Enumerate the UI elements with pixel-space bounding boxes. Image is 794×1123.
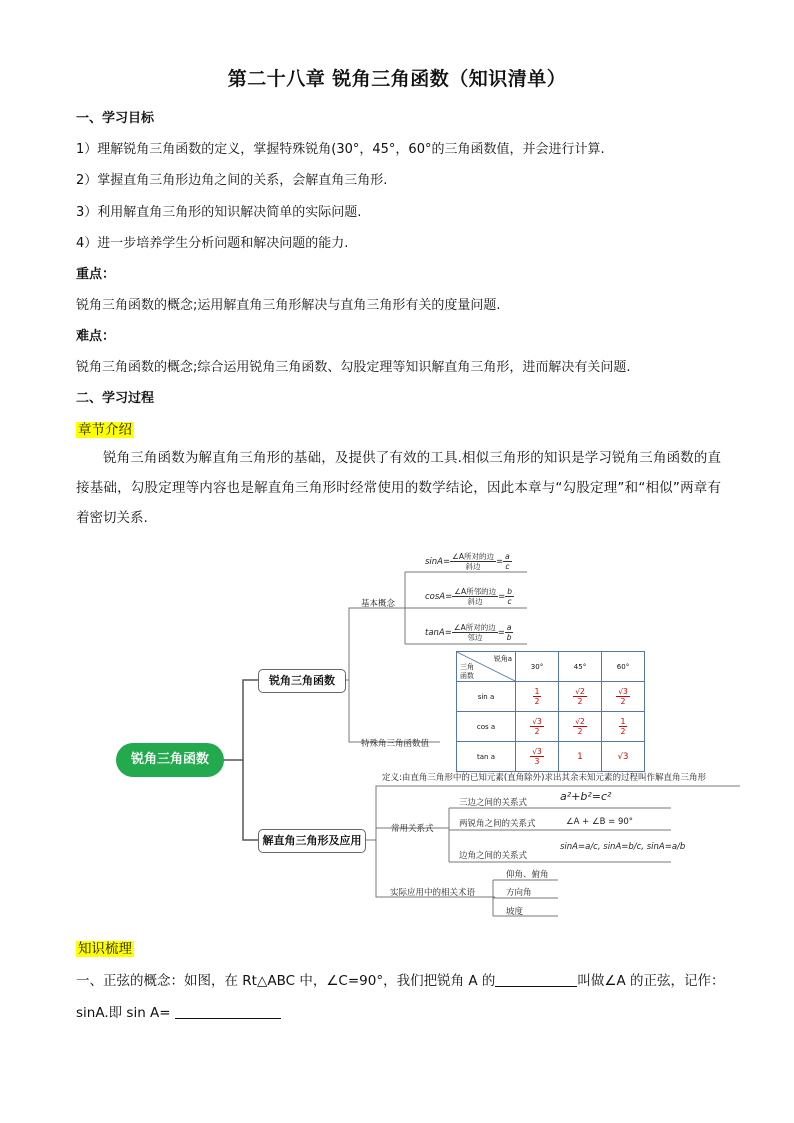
sine-line1-end: 叫做∠A 的正弦，记作： <box>577 973 725 989</box>
chapter-intro-label-wrap <box>76 418 134 438</box>
corner-top: 锐角a <box>493 655 512 663</box>
rel-sides-label: 三边之间的关系式 <box>459 798 528 808</box>
rel-angles-label: 两锐角之间的关系式 <box>459 819 536 829</box>
sine-line2: sinA.即 sin A= <box>76 1005 171 1021</box>
table-fn-cell: cos a <box>457 712 516 742</box>
knowledge-label-wrap <box>76 937 134 957</box>
table-value-cell <box>602 682 645 712</box>
frac-num: 1 <box>534 687 540 696</box>
term-item: 方向角 <box>506 888 532 898</box>
frac-den: 2 <box>620 697 626 706</box>
special-values-label: 特殊角三角函数值 <box>361 739 430 749</box>
table-row <box>457 742 645 772</box>
tan-def-num: ∠A所对的边 <box>453 623 496 632</box>
term-item: 仰角、俯角 <box>506 870 549 880</box>
table-row <box>457 712 645 742</box>
frac-den: 2 <box>620 727 626 736</box>
intro-paragraph: 锐角三角函数为解直角三角形的基础，及提供了有效的工具.相似三角形的知识是学习锐角三角函数的直接基础，勾股定理等内容也是解直角三角形时经常使用的数学结论，因此本章与“勾股定理”和“相似”两章有着密切关系. <box>76 450 721 526</box>
table-header-cell: 60° <box>602 652 645 682</box>
table-corner <box>457 652 516 682</box>
cos-eq: = <box>498 592 506 602</box>
sin-fnum: a <box>505 552 510 561</box>
tan-lhs: tanA= <box>425 628 452 638</box>
sin-lhs: sinA= <box>425 557 451 567</box>
chapter-intro-label: 章节介绍 <box>78 422 132 438</box>
cos-lhs: cosA= <box>425 592 453 602</box>
corner-left2: 函数 <box>460 672 474 680</box>
frac-num: √2 <box>575 717 585 726</box>
common-relations-label: 常用关系式 <box>391 824 434 834</box>
table-value-cell <box>516 712 559 742</box>
sin-definition <box>425 552 512 571</box>
key-point-label: 重点： <box>76 267 116 282</box>
table-value-cell <box>516 682 559 712</box>
frac-num: √3 <box>532 747 542 756</box>
mindmap-branch-trig: 锐角三角函数 <box>258 669 346 693</box>
cos-fden: c <box>507 597 512 606</box>
cos-def-num: ∠A所邻的边 <box>454 587 497 596</box>
section-heading-process: 二、学习过程 <box>76 391 155 406</box>
tan-definition <box>425 623 513 642</box>
table-fn-cell: sin a <box>457 682 516 712</box>
basic-concept-label: 基本概念 <box>361 599 396 609</box>
section-heading-goals: 一、学习目标 <box>76 111 155 126</box>
table-value-cell <box>559 712 602 742</box>
tan-def-den: 邻边 <box>467 633 483 642</box>
sine-concept-line <box>76 969 725 989</box>
table-value-cell <box>559 682 602 712</box>
frac-den: 3 <box>534 757 540 766</box>
table-fn-cell: tan a <box>457 742 516 772</box>
frac-den: 2 <box>534 727 540 736</box>
table-value-cell <box>602 712 645 742</box>
tan-fnum: a <box>506 623 512 632</box>
rel-side-angle-formula: sinA=a/c, sinA=b/c, sinA=a/b <box>560 842 686 852</box>
sin-eq: = <box>495 557 504 567</box>
answer-blank[interactable] <box>175 1004 281 1019</box>
cos-def-den: 斜边 <box>467 597 483 606</box>
mindmap-branch-solve: 解直角三角形及应用 <box>258 829 366 853</box>
sine-line1: 一、正弦的概念：如图，在 Rt△ABC 中，∠C=90°，我们把锐角 A 的 <box>76 973 496 989</box>
frac-num: √3 <box>618 687 628 696</box>
table-header-cell: 45° <box>559 652 602 682</box>
table-value-cell: 1 <box>559 742 602 772</box>
difficulty-label: 难点： <box>76 329 116 344</box>
key-point-text: 锐角三角函数的概念;运用解直角三角形解决与直角三角形有关的度量问题. <box>76 298 501 313</box>
frac-num: √3 <box>532 717 542 726</box>
mindmap-root: 锐角三角函数 <box>116 743 224 777</box>
frac-num: √2 <box>575 687 585 696</box>
page-title: 第二十八章 锐角三角函数（知识清单） <box>227 68 567 90</box>
sin-def-den: 斜边 <box>465 562 481 571</box>
terms-label: 实际应用中的相关术语 <box>390 888 476 898</box>
difficulty-text: 锐角三角函数的概念;综合运用锐角三角函数、勾股定理等知识解直角三角形，进而解决有关问题. <box>76 360 631 375</box>
sine-formula-line <box>76 1001 281 1021</box>
tan-fden: b <box>506 633 512 642</box>
answer-blank[interactable] <box>495 972 577 987</box>
sin-def-num: ∠A所对的边 <box>452 552 494 561</box>
rel-sides-formula: a²+b²=c² <box>560 790 612 803</box>
table-value-cell <box>516 742 559 772</box>
table-header-row <box>457 652 645 682</box>
goal-item: 3）利用解直角三角形的知识解决简单的实际问题. <box>76 205 362 220</box>
definition-text: 定义:由直角三角形中的已知元素(直角除外)求出其余未知元素的过程叫作解直角三角形 <box>382 773 707 783</box>
frac-den: 2 <box>577 727 583 736</box>
goal-item: 2）掌握直角三角形边角之间的关系，会解直角三角形. <box>76 173 388 188</box>
tan-eq: = <box>497 628 505 638</box>
sin-fden: c <box>505 562 510 571</box>
cos-definition <box>425 587 514 606</box>
frac-den: 2 <box>577 697 583 706</box>
goal-item: 4）进一步培养学生分析问题和解决问题的能力. <box>76 236 349 251</box>
cos-fnum: b <box>507 587 512 596</box>
goal-item: 1）理解锐角三角函数的定义，掌握特殊锐角(30°，45°，60°的三角函数值，并会进行计算. <box>76 142 605 157</box>
table-value-cell: √3 <box>602 742 645 772</box>
frac-den: 2 <box>534 697 540 706</box>
table-row <box>457 682 645 712</box>
knowledge-label: 知识梳理 <box>78 941 132 957</box>
table-header-cell: 30° <box>516 652 559 682</box>
frac-num: 1 <box>620 717 626 726</box>
special-values-table <box>456 651 645 772</box>
corner-left1: 三角 <box>460 663 474 671</box>
rel-side-angle-label: 边角之间的关系式 <box>459 851 528 861</box>
term-item: 坡度 <box>506 907 524 917</box>
rel-angles-formula: ∠A + ∠B = 90° <box>566 817 634 827</box>
